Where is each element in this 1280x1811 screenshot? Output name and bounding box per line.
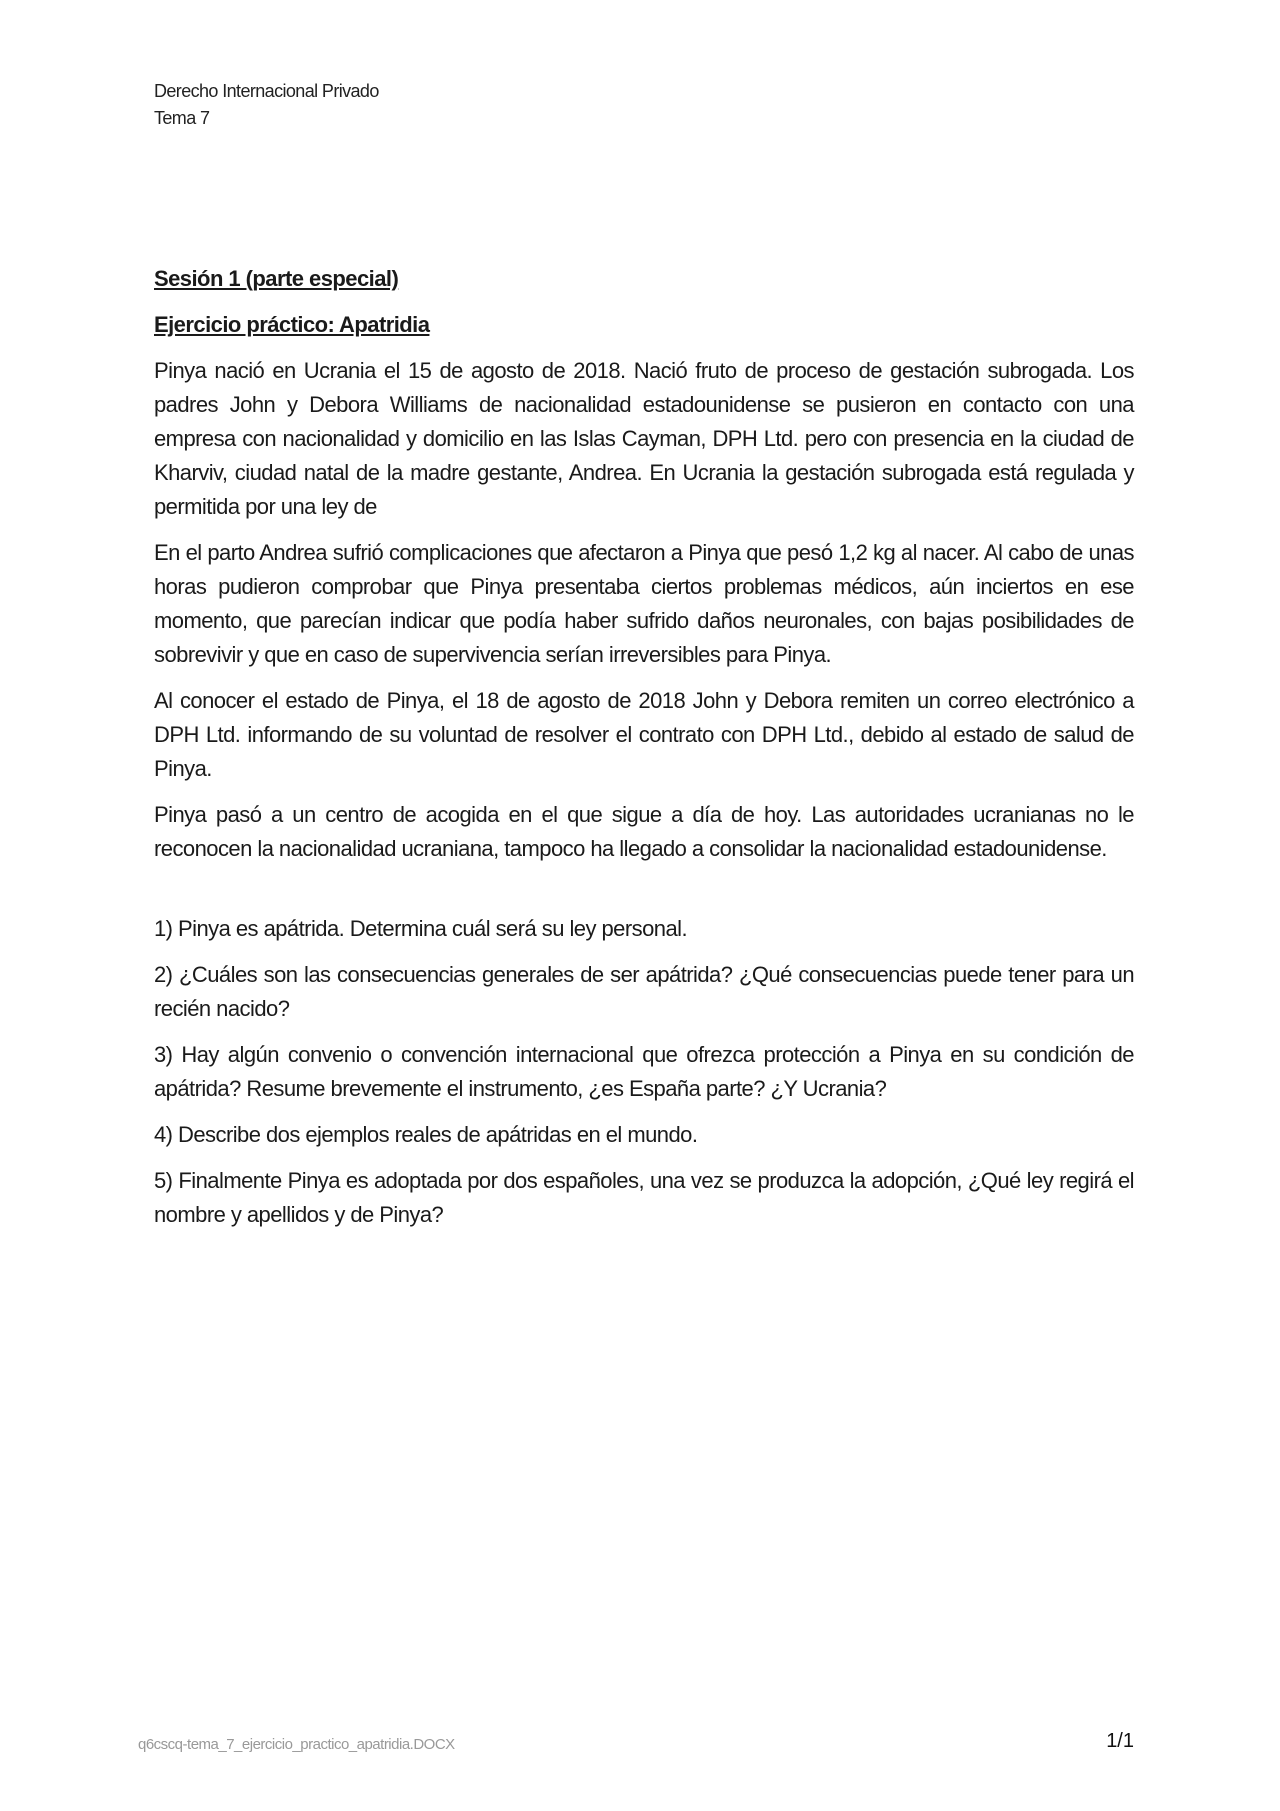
- paragraph: Al conocer el estado de Pinya, el 18 de agosto de 2018 John y Debora remiten un correo electrónico a DPH Ltd. informando de su voluntad de resolver el contrato con DPH Ltd., debido al estado de salud de Pinya.: [154, 688, 1134, 781]
- paragraph: Pinya pasó a un centro de acogida en el que sigue a día de hoy. Las autoridades ucranianas no le reconocen la nacionalidad ucraniana, tampoco ha llegado a consolidar la nacionalidad estadounidense.: [154, 802, 1134, 861]
- footer-filename: q6cscq-tema_7_ejercicio_practico_apatridia.DOCX: [138, 1736, 455, 1753]
- header-course: Derecho Internacional Privado: [154, 81, 379, 101]
- footer-page-number: 1/1: [1106, 1730, 1134, 1752]
- document-body: [154, 262, 1134, 1244]
- question-item: 4) Describe dos ejemplos reales de apátridas en el mundo.: [154, 1122, 698, 1147]
- question-item: 2) ¿Cuáles son las consecuencias generales de ser apátrida? ¿Qué consecuencias puede tener para un recién nacido?: [154, 962, 1134, 1021]
- blank-line: [154, 878, 1134, 912]
- exercise-title: Ejercicio práctico: Apatridia: [154, 312, 430, 337]
- paragraph: En el parto Andrea sufrió complicaciones que afectaron a Pinya que pesó 1,2 kg al nacer. Al cabo de unas horas pudieron comprobar que Pinya presentaba ciertos problemas médicos, aún inciertos en ese momento, que parecían indicar que podía haber sufrido daños neuronales, con bajas posibilidades de sobrevivir y que en caso de supervivencia serían irreversibles para Pinya.: [154, 540, 1134, 667]
- question-item: 5) Finalmente Pinya es adoptada por dos españoles, una vez se produzca la adopción, ¿Qué ley regirá el nombre y apellidos y de Pinya?: [154, 1168, 1134, 1227]
- paragraph: Pinya nació en Ucrania el 15 de agosto de 2018. Nació fruto de proceso de gestación subrogada. Los padres John y Debora Williams de nacionalidad estadounidense se pusieron en contacto con una empresa con nacionalidad y domicilio en las Islas Cayman, DPH Ltd. pero con presencia en la ciudad de Kharviv, ciudad natal de la madre gestante, Andrea. En Ucrania la gestación subrogada está regulada y permitida por una ley de: [154, 358, 1134, 519]
- question-item: 3) Hay algún convenio o convención internacional que ofrezca protección a Pinya en su condición de apátrida? Resume brevemente el instrumento, ¿es España parte? ¿Y Ucrania?: [154, 1042, 1134, 1101]
- running-header: [154, 78, 379, 132]
- question-item: 1) Pinya es apátrida. Determina cuál será su ley personal.: [154, 916, 688, 941]
- header-topic: Tema 7: [154, 108, 210, 128]
- session-title: Sesión 1 (parte especial): [154, 266, 399, 291]
